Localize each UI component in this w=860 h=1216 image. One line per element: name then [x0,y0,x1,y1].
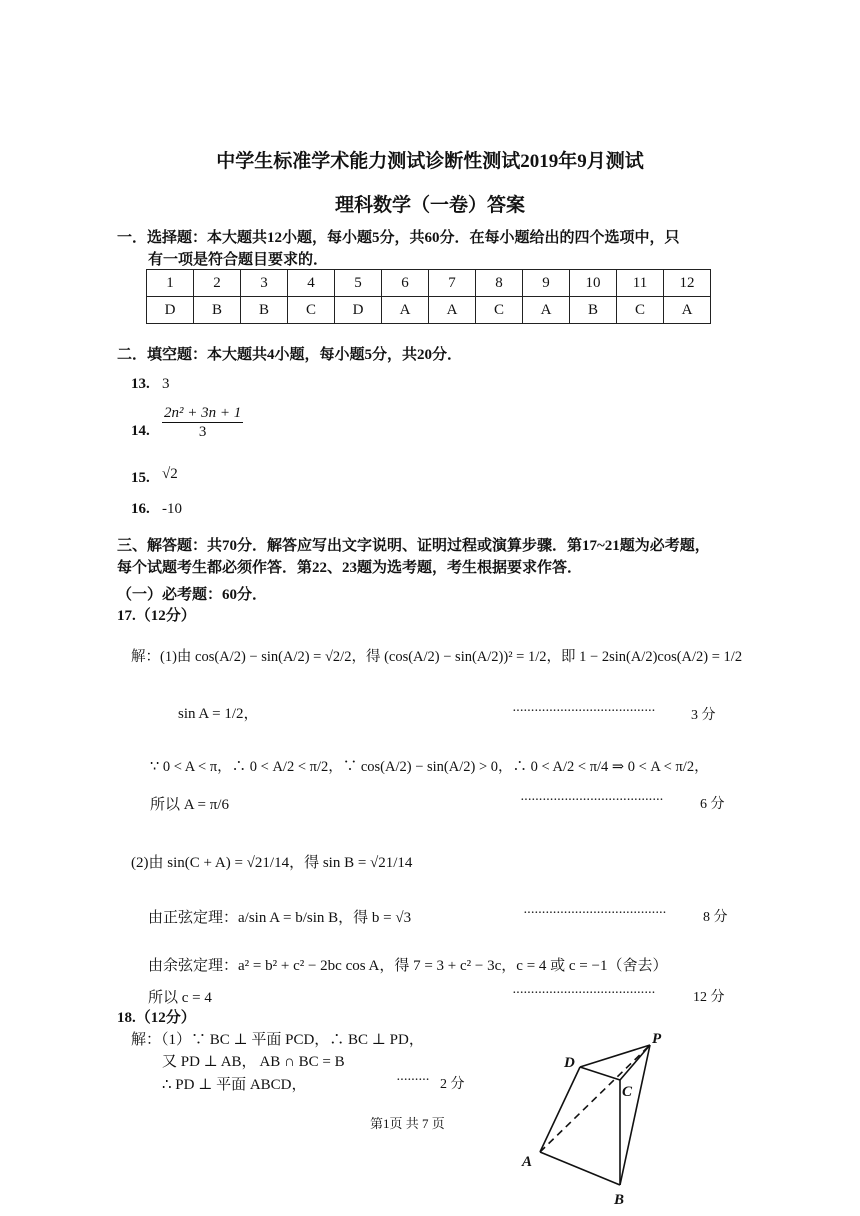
section1-heading-line2: 有一项是符合题目要求的． [148,252,329,268]
answer-table [146,269,711,324]
table-cell-number: 3 [241,270,288,297]
page-footer: 第1页 共 7 页 [370,1116,445,1131]
vertex-label-a: A [522,1154,533,1170]
section1-heading-line1: 一．选择题：本大题共12小题，每小题5分，共60分．在每小题给出的四个选项中，只 [117,230,680,246]
table-cell-number: 5 [335,270,382,297]
answer-table-number-row [147,270,711,297]
score-leader: ······································· [523,906,666,921]
table-cell-number: 8 [476,270,523,297]
q17-line2: sin A = 1/2， [178,706,259,722]
section3-heading-line2: 每个试题考生都必须作答．第22、23题为选考题，考生根据要求作答． [117,560,583,576]
q17-line5: (2)由 sin(C + A) = √21/14，得 sin B = √21/14 [131,855,413,871]
q17-line7: 由余弦定理：a² = b² + c² − 2bc cos A，得 7 = 3 + c² − 3c，c = 4 或 c = −1（舍去） [148,958,668,974]
table-cell-number: 11 [617,270,664,297]
q17-heading: 17.（12分） [117,608,196,624]
table-cell-answer: B [241,297,288,324]
q18-line3: ∴ PD ⊥ 平面 ABCD， [162,1077,307,1093]
q16-number: 16. [131,501,150,517]
table-cell-number: 10 [570,270,617,297]
q18-line1: 解：（1）∵ BC ⊥ 平面 PCD，∴ BC ⊥ PD， [131,1032,424,1048]
table-cell-number: 7 [429,270,476,297]
score-leader: ······································· [512,986,655,1001]
pyramid-figure [510,1025,690,1210]
sub-title: 理科数学（一卷）答案 [334,195,525,216]
q18-score-2: 2 分 [440,1077,465,1092]
main-title: 中学生标准学术能力测试诊断性测试2019年9月测试 [216,151,644,172]
vertex-label-b: B [614,1192,625,1208]
q17-line4: 所以 A = π/6 [150,797,229,813]
vertex-label-c: C [622,1084,633,1100]
section2-heading: 二．填空题：本大题共4小题，每小题5分，共20分． [117,347,463,363]
q18-heading: 18.（12分） [117,1010,196,1026]
q17-line6: 由正弦定理：a/sin A = b/sin B，得 b = √3 [148,910,412,926]
q17-score-3: 3 分 [691,708,716,723]
table-cell-number: 2 [194,270,241,297]
q17-line3: ∵ 0 < A < π，∴ 0 < A/2 < π/2，∵ cos(A/2) − sin(A/2) > 0，∴ 0 < A/2 < π/4 ⇒ 0 < A < π/2， [150,759,709,775]
edge-dc [580,1067,620,1080]
section3-heading-line1: 三、解答题：共70分．解答应写出文字说明、证明过程或演算步骤．第17~21题为必考题， [117,538,710,554]
table-cell-answer: B [570,297,617,324]
table-cell-answer: D [147,297,194,324]
q17-score-6: 6 分 [700,797,725,812]
table-cell-answer: C [476,297,523,324]
q17-line8: 所以 c = 4 [148,990,212,1006]
table-cell-answer: C [617,297,664,324]
table-cell-answer: C [288,297,335,324]
table-cell-number: 6 [382,270,429,297]
table-cell-number: 12 [664,270,711,297]
required-subheading: （一）必考题：60分． [117,587,268,603]
q15-number: 15. [131,470,150,486]
vertex-label-p: P [652,1031,662,1047]
edge-ab [540,1152,620,1185]
q14-answer [160,404,245,441]
score-leader: ········· [396,1073,429,1088]
score-leader: ······································· [520,793,663,808]
q13-answer: 3 [162,376,170,392]
table-cell-answer: A [523,297,570,324]
q14-fraction [162,404,243,441]
table-cell-answer: D [335,297,382,324]
table-cell-number: 1 [147,270,194,297]
answer-table-answer-row [147,297,711,324]
q18-line2: 又 PD ⊥ AB， AB ∩ BC = B [162,1054,345,1070]
table-cell-number: 9 [523,270,570,297]
table-cell-answer: A [664,297,711,324]
table-cell-number: 4 [288,270,335,297]
score-leader: ······································· [512,704,655,719]
table-cell-answer: A [429,297,476,324]
q17-score-12: 12 分 [693,990,725,1005]
q15-answer: √2 [162,466,178,482]
vertex-label-d: D [564,1055,575,1071]
q14-denominator: 3 [198,424,207,440]
edge-ap-dashed [540,1045,650,1152]
pyramid-edges [540,1045,650,1185]
q17-line1: 解：(1)由 cos(A/2) − sin(A/2) = √2/2，得 (cos(A/2) − sin(A/2))² = 1/2，即 1 − 2sin(A/2)cos(A/2) = 1/2 [131,649,743,665]
q16-answer: -10 [162,501,182,517]
edge-pb [620,1045,650,1185]
q14-numerator: 2n² + 3n + 1 [164,405,242,421]
q13-number: 13. [131,376,150,392]
table-cell-answer: A [382,297,429,324]
q17-score-8: 8 分 [703,910,728,925]
table-cell-answer: B [194,297,241,324]
edge-da [540,1067,580,1152]
q14-number: 14. [131,423,150,439]
